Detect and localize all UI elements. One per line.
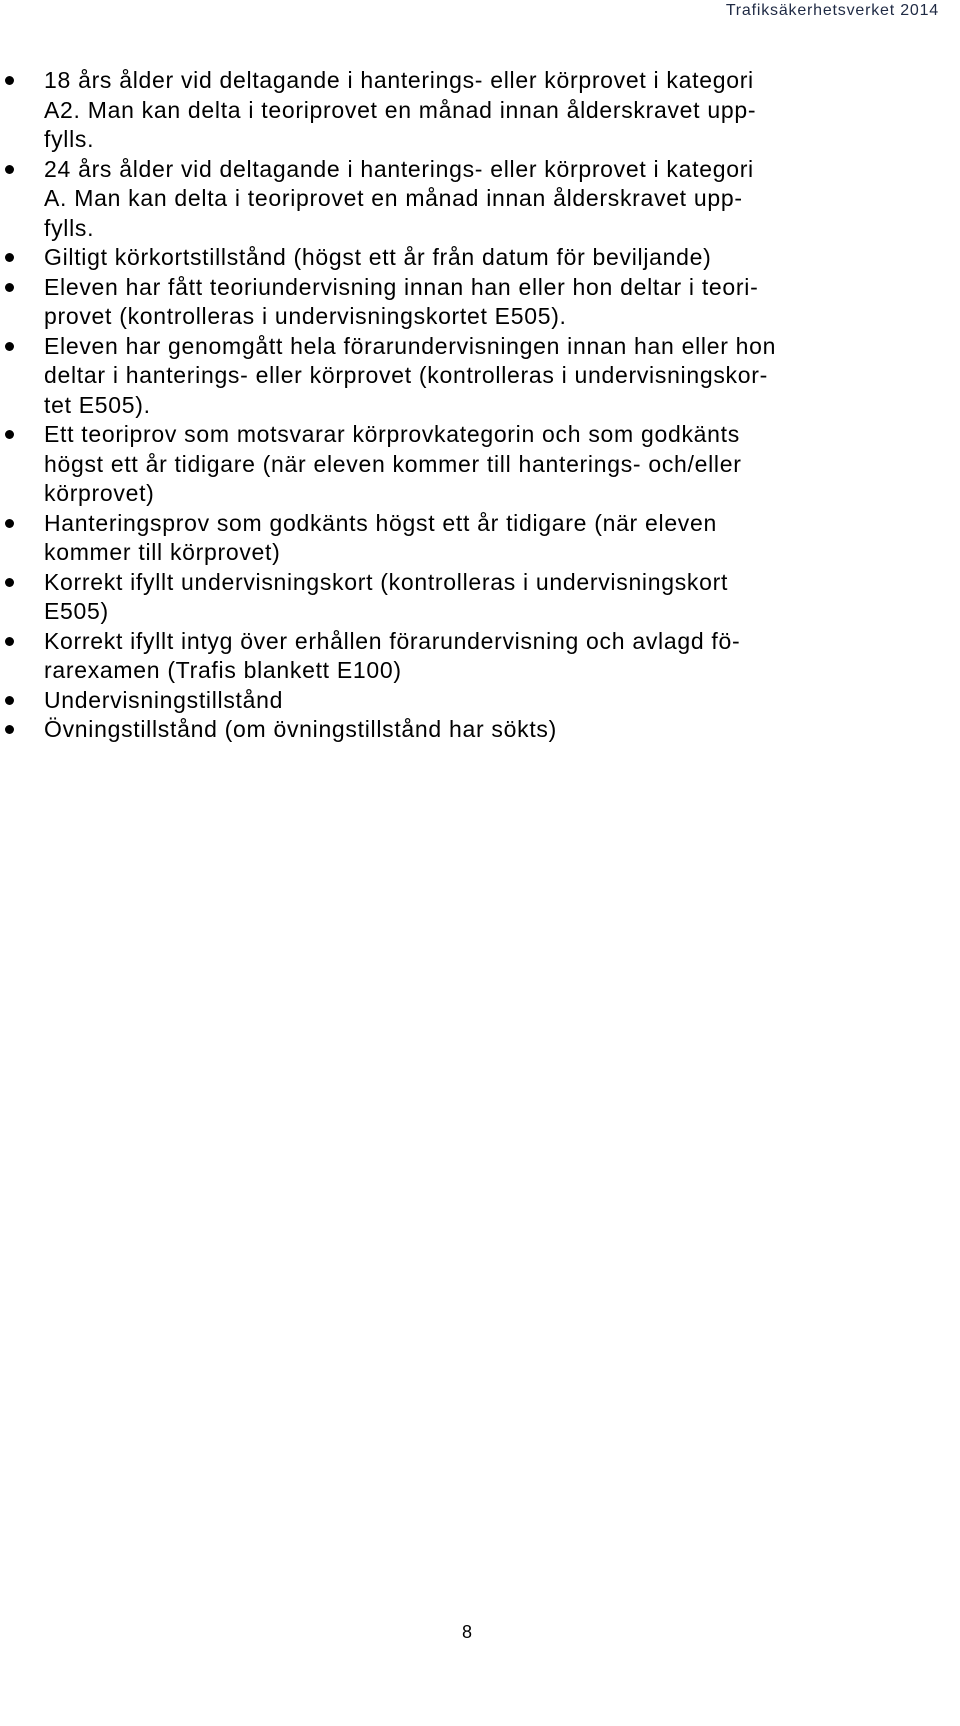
bullet-icon (5, 76, 14, 85)
list-item-line: A. Man kan delta i teoriprovet en månad innan ålderskravet upp- (44, 185, 743, 211)
list-item (0, 686, 960, 716)
list-item-line: Ett teoriprov som motsvarar körprovkategorin och som godkänts (44, 421, 740, 447)
bullet-icon (5, 578, 14, 587)
list-item (0, 568, 960, 627)
bullet-icon (5, 342, 14, 351)
bullet-icon (5, 165, 14, 174)
requirements-section (0, 66, 960, 745)
list-item-line: Korrekt ifyllt undervisningskort (kontrolleras i undervisningskort (44, 568, 729, 595)
list-item (0, 273, 960, 332)
list-item (0, 155, 960, 244)
list-item-line: Giltigt körkortstillstånd (högst ett år från datum för beviljande) (44, 244, 712, 270)
requirements-list (0, 66, 960, 745)
list-item-line: deltar i hanterings- eller körprovet (kontrolleras i undervisningskor- (44, 362, 768, 388)
bullet-icon (5, 519, 14, 528)
list-item (0, 243, 960, 273)
bullet-icon (5, 725, 14, 734)
list-item-line: fylls. (44, 126, 95, 152)
list-item-line: Eleven har genomgått hela förarundervisningen innan han eller hon (44, 332, 777, 359)
list-item (0, 715, 960, 745)
list-item-line: Övningstillstånd (om övningstillstånd har sökts) (44, 716, 557, 742)
list-item-line: E505) (44, 598, 109, 624)
list-item-line: kommer till körprovet) (44, 539, 281, 565)
list-item-line: Hanteringsprov som godkänts högst ett år tidigare (när eleven (44, 509, 717, 536)
list-item-line: A2. Man kan delta i teoriprovet en månad innan ålderskravet upp- (44, 96, 757, 123)
list-item-line: högst ett år tidigare (när eleven kommer till hanterings- och/eller (44, 450, 742, 477)
bullet-icon (5, 430, 14, 439)
list-item-line: Undervisningstillstånd (44, 686, 284, 713)
list-item (0, 420, 960, 509)
list-item (0, 66, 960, 155)
list-item (0, 627, 960, 686)
list-item-line: tet E505). (44, 391, 151, 418)
page-header: Trafiksäkerhetsverket 2014 (725, 2, 939, 19)
bullet-icon (5, 696, 14, 705)
list-item-line: fylls. (44, 214, 95, 241)
list-item-line: 24 års ålder vid deltagande i hanterings- eller körprovet i kategori (44, 155, 754, 182)
list-item-line: provet (kontrolleras i undervisningskortet E505). (44, 303, 567, 329)
bullet-icon (5, 253, 14, 262)
list-item-line: rarexamen (Trafis blankett E100) (44, 657, 402, 683)
list-item-line: 18 års ålder vid deltagande i hanterings- eller körprovet i kategori (44, 67, 754, 93)
list-item (0, 509, 960, 568)
bullet-icon (5, 637, 14, 646)
list-item-line: körprovet) (44, 480, 155, 506)
bullet-icon (5, 283, 14, 292)
list-item (0, 332, 960, 421)
list-item-line: Korrekt ifyllt intyg över erhållen förarundervisning och avlagd fö- (44, 627, 741, 654)
page-number: 8 (461, 1622, 472, 1642)
list-item-line: Eleven har fått teoriundervisning innan han eller hon deltar i teori- (44, 273, 759, 300)
